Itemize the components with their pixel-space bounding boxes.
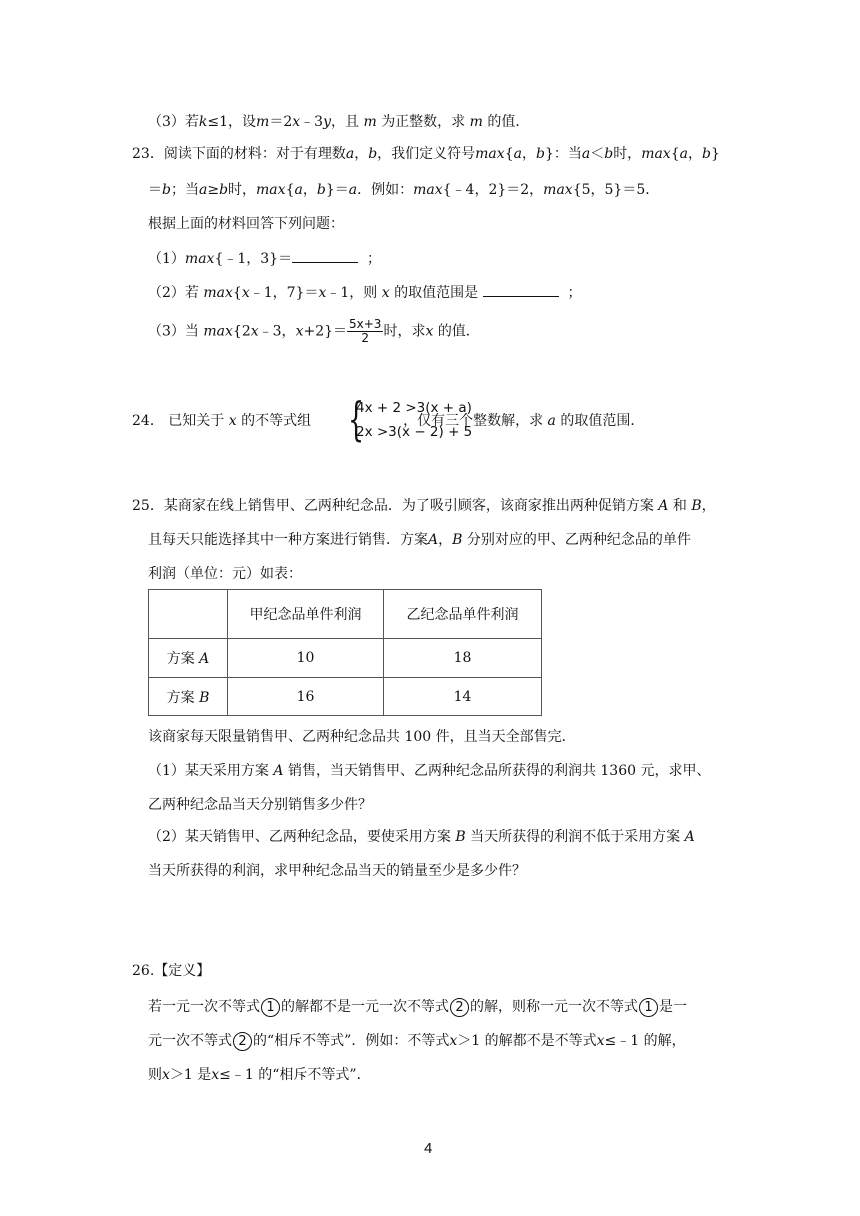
var-b: b [219, 182, 229, 198]
var-x: x [250, 323, 259, 340]
q25-line1 [132, 496, 716, 516]
text: ≤1，设 [207, 114, 257, 130]
plan-b: B [452, 532, 463, 548]
table-row [149, 678, 542, 716]
var-a: a [198, 182, 208, 198]
var-x: x [211, 1067, 220, 1083]
text: 【定义】 [154, 963, 211, 979]
var-a: a [345, 146, 355, 162]
circled-one: 1 [639, 998, 658, 1017]
max-symbol: max [543, 182, 573, 198]
fraction-denominator: 2 [361, 331, 370, 345]
text: （2）某天销售甲、乙两种纪念品，要使采用方案 [148, 829, 451, 845]
plan-a: A [658, 498, 669, 514]
text: 当天所获得的利润不低于采用方案 [470, 829, 681, 845]
text: 的取值范围． [560, 413, 645, 429]
var-a: a [547, 413, 556, 429]
var-b: b [604, 146, 614, 162]
q23-intro [148, 214, 344, 234]
max-symbol: max [475, 146, 505, 162]
question-number: 26. [132, 963, 155, 979]
q23-part1 [148, 248, 381, 269]
text: ＞1 是 [169, 1067, 212, 1083]
circled-two: 2 [450, 998, 469, 1017]
text: ﹣1，7}＝ [249, 285, 319, 301]
table-row [149, 639, 542, 678]
var-m: m [256, 114, 270, 130]
text: ≤﹣1 的解， [604, 1033, 686, 1049]
fraction [347, 318, 383, 345]
text: 某商家在线上销售甲、乙两种纪念品．为了吸引顾客，该商家推出两种促销方案 [163, 498, 654, 514]
max-symbol: max [256, 182, 286, 198]
var-x: x [449, 1033, 458, 1049]
plan-b: B [691, 498, 702, 514]
text: 时，求 [383, 323, 426, 340]
q25-after-table [148, 727, 576, 747]
text: ＝ [148, 182, 162, 198]
q26-title [132, 961, 210, 981]
max-symbol: max [203, 285, 233, 301]
q25-part1-line1 [148, 761, 710, 781]
var-a: a [348, 182, 358, 198]
q23-line1: 23．阅读下面的材料：对于有理数a，b，我们定义符号max{a，b}：当a＜b时，max{a，b} [132, 146, 720, 162]
text: 是一 [659, 999, 687, 1015]
text: 销售，当天销售甲、乙两种纪念品所获得的利润共 1360 元，求甲、 [287, 763, 711, 779]
plan-a: A [428, 532, 439, 548]
text: ， [701, 498, 716, 514]
var-x: x [295, 323, 304, 340]
var-x: x [425, 323, 434, 340]
q25-part2-line2 [148, 861, 526, 881]
text: 元一次不等式 [148, 1033, 232, 1049]
max-symbol: max [641, 146, 671, 162]
q25-part2-line1 [148, 827, 695, 847]
text: 为正整数，求 [381, 114, 466, 130]
table-header-cell: 甲纪念品单件利润 [228, 590, 384, 639]
profit-table [148, 589, 542, 716]
text: ＜ [590, 146, 605, 162]
plan-a: A [273, 763, 284, 779]
table-cell: 18 [384, 639, 542, 678]
text: ，我们定义符号 [377, 146, 476, 162]
text: ﹣1，则 [326, 285, 378, 301]
text: 根据上面的材料回答下列问题： [148, 216, 344, 232]
table-header-cell [149, 590, 228, 639]
var-b: b [702, 146, 711, 162]
var-k: k [198, 114, 208, 130]
max-symbol: max [203, 323, 233, 340]
var-x: x [162, 1067, 170, 1083]
table-cell: 10 [228, 639, 384, 678]
text: { [504, 146, 514, 162]
var-b: b [162, 182, 171, 198]
question-number: 23． [132, 146, 164, 162]
text: 的解，则称一元一次不等式 [470, 999, 638, 1015]
text: ，仅有三个整数解，求 [403, 413, 544, 429]
brace: { [348, 392, 365, 446]
fraction-numerator: 5x+3 [349, 317, 382, 331]
page-number: 4 [424, 1140, 433, 1157]
q23-line2: ＝b；当a≥b时，max{a，b}＝a．例如：max{﹣4，2}＝2，max{5，5}＝5． [148, 182, 660, 198]
text: 阅读下面的材料：对于有理数 [163, 146, 346, 162]
max-symbol: max [413, 182, 443, 198]
text: 方案 [166, 651, 195, 667]
q25-line2 [148, 530, 691, 550]
plan-b: B [455, 829, 466, 845]
text: {2 [232, 323, 251, 340]
text: ；当 [170, 182, 199, 198]
text: }＝ [325, 182, 349, 198]
var-y: y [323, 114, 331, 130]
text: ≥ [207, 182, 220, 198]
text: （3）若 [148, 114, 199, 130]
text: 若一元一次不等式 [148, 999, 260, 1015]
text: ，且 [331, 114, 359, 130]
table-header-row [149, 590, 542, 639]
question-number: 25． [132, 498, 164, 514]
q23-part2 [148, 282, 581, 303]
text: （1）某天采用方案 [148, 763, 269, 779]
text: {﹣4，2}＝2， [442, 182, 544, 198]
var-m: m [363, 114, 377, 130]
plan-b: B [199, 689, 210, 706]
text: （1） [148, 251, 185, 267]
text: 分别对应的甲、乙两种纪念品的单件 [466, 532, 691, 548]
var-b: b [368, 146, 378, 162]
text: 乙两种纪念品当天分别销售多少件？ [148, 797, 372, 813]
max-symbol: max [184, 251, 215, 267]
answer-blank[interactable] [292, 248, 358, 263]
text: 方案 [166, 689, 195, 706]
text: 该商家每天限量销售甲、乙两种纪念品共 100 件，且当天全部售完． [148, 729, 576, 745]
table-cell-plan [149, 639, 228, 678]
inequality-system [348, 392, 473, 446]
q26-line3 [148, 1065, 371, 1085]
var-x: x [596, 1033, 605, 1049]
text: ； [567, 285, 582, 301]
q25-part1-line2 [148, 795, 372, 815]
table-cell: 14 [384, 678, 542, 716]
text: {5，5}＝5． [572, 182, 660, 198]
text: 的取值范围是 [394, 285, 479, 301]
circled-two: 2 [233, 1032, 252, 1051]
text: 且每天只能选择其中一种方案进行销售．方案 [148, 532, 428, 548]
text: 已知关于 [168, 413, 225, 429]
q26-line2 [148, 1031, 686, 1051]
var-x: x [381, 285, 390, 301]
text: 的不等式组 [241, 413, 312, 429]
var-x: x [228, 413, 237, 429]
var-b: b [535, 146, 545, 162]
text: 利润（单位：元）如表： [148, 566, 302, 582]
var-a: a [581, 146, 591, 162]
q25-line3 [148, 564, 302, 584]
text: 时， [228, 182, 257, 198]
text: 和 [672, 498, 687, 514]
var-a: a [679, 146, 688, 162]
inequality-row-1: 4x + 2 >3(x + a) [356, 400, 472, 416]
text: {﹣1，3}＝ [214, 251, 293, 267]
table-cell-plan [149, 678, 228, 716]
question-number: 24． [132, 413, 164, 429]
q22-part3 [148, 112, 529, 132]
text: 时， [613, 146, 642, 162]
text: 的值． [487, 114, 530, 130]
text: ， [438, 532, 453, 548]
q23-part3 [148, 318, 480, 345]
text: 的“相斥不等式”．例如：不等式 [253, 1033, 450, 1049]
text: 的值． [437, 323, 480, 340]
plan-a: A [684, 829, 695, 845]
text: （2）若 [148, 285, 199, 301]
text: （3）当 [148, 323, 199, 340]
text: ； [367, 251, 381, 267]
var-m: m [469, 114, 483, 130]
var-x: x [241, 285, 250, 301]
table-cell: 16 [228, 678, 384, 716]
var-b: b [316, 182, 326, 198]
var-x: x [318, 285, 327, 301]
text: }：当 [544, 146, 582, 162]
q26-line1 [148, 997, 687, 1017]
circled-one: 1 [261, 998, 280, 1017]
text: ， [521, 146, 536, 162]
var-a: a [513, 146, 522, 162]
table-header-cell: 乙纪念品单件利润 [384, 590, 542, 639]
text: ﹣3 [300, 114, 324, 130]
text: 当天所获得的利润，求甲种纪念品当天的销量至少是多少件？ [148, 863, 526, 879]
text: 则 [148, 1067, 162, 1083]
text: ．例如： [357, 182, 414, 198]
var-x: x [292, 114, 301, 130]
text: ＝2 [269, 114, 293, 130]
inequality-row-2: 2x >3(x − 2) + 5 [356, 424, 473, 440]
var-a: a [294, 182, 303, 198]
text: { [232, 285, 242, 301]
text: ≤﹣1 的“相斥不等式”． [219, 1067, 371, 1083]
text: 的解都不是一元一次不等式 [281, 999, 449, 1015]
text: +2}＝ [303, 323, 348, 340]
text: ＞1 的解都不是不等式 [457, 1033, 597, 1049]
answer-blank[interactable] [483, 282, 559, 297]
plan-a: A [199, 651, 210, 667]
text: ﹣3， [258, 323, 296, 340]
